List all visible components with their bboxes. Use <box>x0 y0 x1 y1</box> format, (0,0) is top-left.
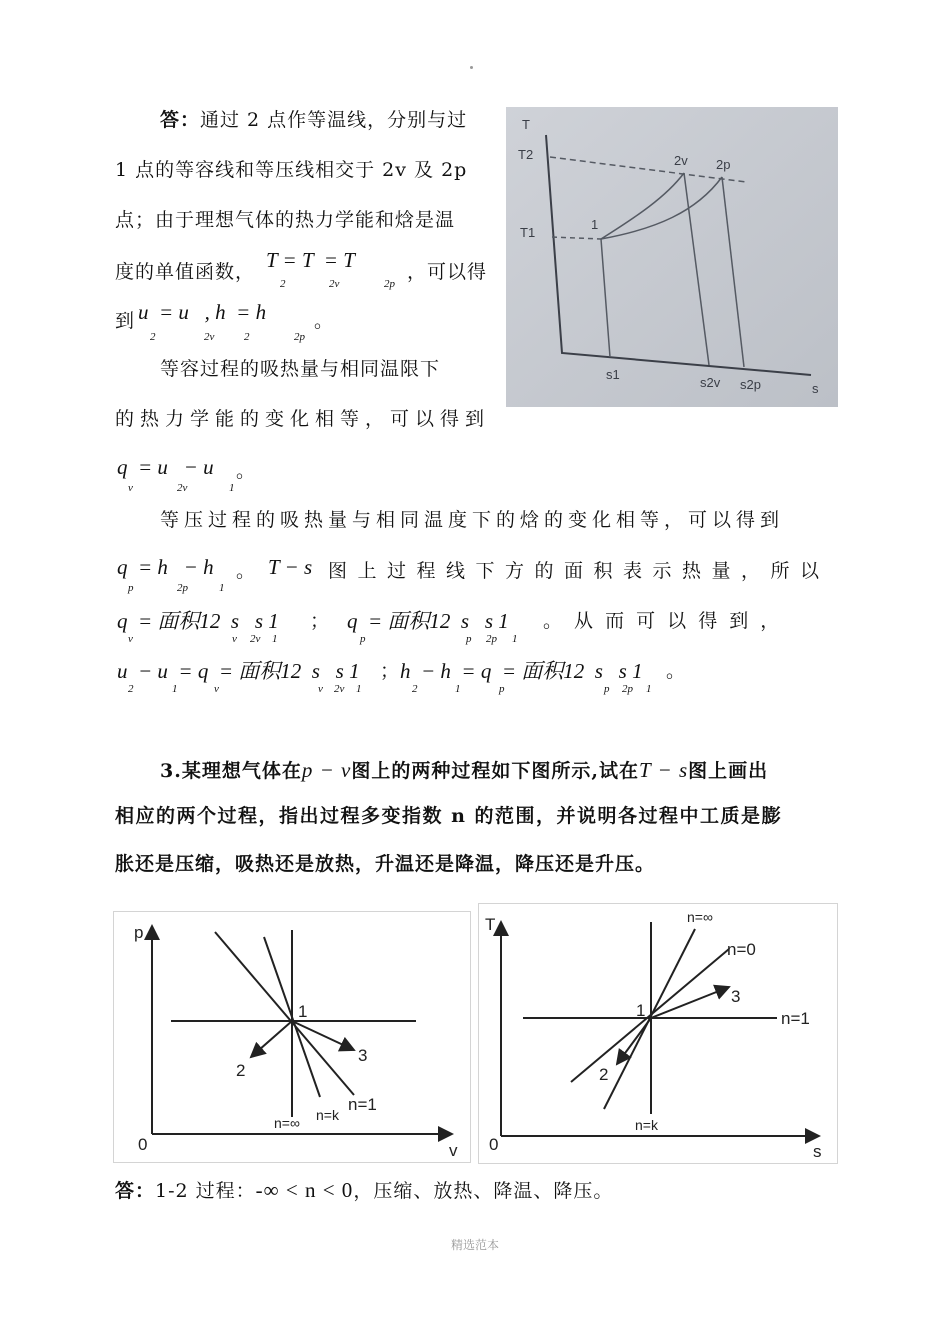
sub: 1 <box>455 683 461 695</box>
photo-T1: T1 <box>520 225 536 240</box>
answer-line: 答：1-2 过程：-∞ < n < 0，压缩、放热、降温、降压。 <box>115 1178 614 1202</box>
sub: p <box>466 633 472 645</box>
eq-u2: u = u , h = h <box>138 300 267 324</box>
photo-s2p: s2p <box>740 377 761 392</box>
sub: 2 <box>150 331 156 343</box>
sub: 2 <box>412 683 418 695</box>
p1-line5: 到 <box>115 310 136 332</box>
pv-ninf: n=∞ <box>274 1115 300 1131</box>
p3-sep1: ； <box>310 610 331 632</box>
header-dot <box>470 66 473 69</box>
sub: 1 <box>219 582 225 594</box>
photo-pt1: 1 <box>591 217 599 232</box>
sub: v <box>128 633 133 645</box>
ts-pt3: 3 <box>731 987 741 1006</box>
sub: 1 <box>229 482 235 494</box>
ts-pt1: 1 <box>636 1001 646 1020</box>
p3-line2: 图上过程线下方的面积表示热量，所以 <box>328 560 830 582</box>
sub: p <box>499 683 505 695</box>
ts-y-label: T <box>485 915 496 934</box>
footer-text: 精选范本 <box>450 1238 499 1252</box>
p1-line4b: ，可以得 <box>407 261 488 283</box>
photo-pt2p: 2p <box>716 157 731 172</box>
q3-line2: 相应的两个过程，指出过程多变指数 n 的范围，并说明各过程中工质是膨 <box>115 805 783 827</box>
eq-qv-area: q = 面积12 s s 1 <box>117 609 279 633</box>
sub: 1 <box>272 633 278 645</box>
sub: v <box>214 683 219 695</box>
p3-dot: 。 <box>236 560 257 582</box>
ts-n0: n=0 <box>727 940 756 959</box>
sub: 2 <box>128 683 134 695</box>
ts-origin: 0 <box>489 1135 499 1154</box>
photo-s-axis: s <box>812 381 819 396</box>
p3-line1: 等压过程的吸热量与相同温度下的焓的变化相等，可以得到 <box>160 509 785 531</box>
ts-nk: n=k <box>635 1117 658 1133</box>
ts-figure <box>478 903 838 1164</box>
pv-n1: n=1 <box>348 1095 377 1114</box>
p3-end: 。 <box>666 660 687 682</box>
pv-figure <box>113 911 471 1163</box>
p3-sep2: ； <box>380 660 401 682</box>
sub: v <box>128 482 133 494</box>
sub: 2p <box>177 582 188 594</box>
ts-photo <box>506 107 838 407</box>
sub: p <box>604 683 610 695</box>
sub: 2p <box>622 683 633 695</box>
ts-process-2 <box>617 1018 651 1064</box>
photo-T2: T2 <box>518 147 534 162</box>
p1-line2: 1 点的等容线和等压线相交于 2v 及 2p <box>115 159 468 181</box>
eq-T2: T = T = T <box>266 248 355 272</box>
sub: v <box>318 683 323 695</box>
sub: 1 <box>512 633 518 645</box>
pv-pt1: 1 <box>298 1002 308 1021</box>
sub: 2v <box>334 683 345 695</box>
pv-pt3: 3 <box>358 1046 368 1065</box>
eq-qv: q = u − u <box>117 455 214 479</box>
p2-line2: 的热力学能的变化相等，可以得到 <box>115 408 491 430</box>
sub: 1 <box>356 683 362 695</box>
eq-du: u − u = q = 面积12 s s 1 <box>117 659 360 683</box>
p3-line3: 。 从 而 可 以 得 到 ， <box>543 610 783 632</box>
sub: 1 <box>172 683 178 695</box>
sub: 1 <box>646 683 652 695</box>
eq-qp-area: q = 面积12 s s 1 <box>347 609 509 633</box>
pv-y-label: p <box>134 923 144 942</box>
sub: 2v <box>204 331 215 343</box>
pv-x-label: v <box>449 1141 458 1160</box>
p1-line1: 答：通过 2 点作等温线，分别与过 <box>160 109 468 131</box>
photo-pt2v: 2v <box>674 153 688 168</box>
pv-process-2 <box>251 1021 292 1057</box>
sub: 2v <box>177 482 188 494</box>
q3-line3: 胀还是压缩，吸热还是放热，升温还是降温，降压还是升压。 <box>115 853 656 875</box>
photo-T-axis: T <box>522 117 530 132</box>
ts-pt2: 2 <box>599 1065 609 1084</box>
sub: 2 <box>280 278 286 290</box>
p1-line4: 度的单值函数， <box>115 261 256 283</box>
photo-s1: s1 <box>606 367 620 382</box>
ts-n1: n=1 <box>781 1009 810 1028</box>
pv-pt2: 2 <box>236 1061 246 1080</box>
p2-line1: 等容过程的吸热量与相同温限下 <box>160 358 441 380</box>
sub: 2v <box>250 633 261 645</box>
pv-origin: 0 <box>138 1135 148 1154</box>
p1-line3: 点；由于理想气体的热力学能和焓是温 <box>115 209 456 231</box>
eq-dh: h − h = q = 面积12 s s 1 <box>400 659 643 683</box>
p2-end: 。 <box>236 460 257 482</box>
sub: 2p <box>486 633 497 645</box>
eq-qp: q = h − h <box>117 555 214 579</box>
sub: 2p <box>384 278 395 290</box>
ts-x-label: s <box>813 1142 822 1161</box>
sub: 2 <box>244 331 250 343</box>
sub: 2v <box>329 278 340 290</box>
photo-s2v: s2v <box>700 375 721 390</box>
sub: p <box>360 633 366 645</box>
ts-ninf: n=∞ <box>687 909 713 925</box>
p1-line5b: 。 <box>314 310 335 332</box>
sub: 2p <box>294 331 305 343</box>
pv-nk: n=k <box>316 1107 339 1123</box>
sub: v <box>232 633 237 645</box>
q3-line1: 3.某理想气体在p − v图上的两种过程如下图所示,试在T − s图上画出 <box>160 758 769 782</box>
eq-Ts: T − s <box>268 555 313 579</box>
sub: p <box>128 582 134 594</box>
